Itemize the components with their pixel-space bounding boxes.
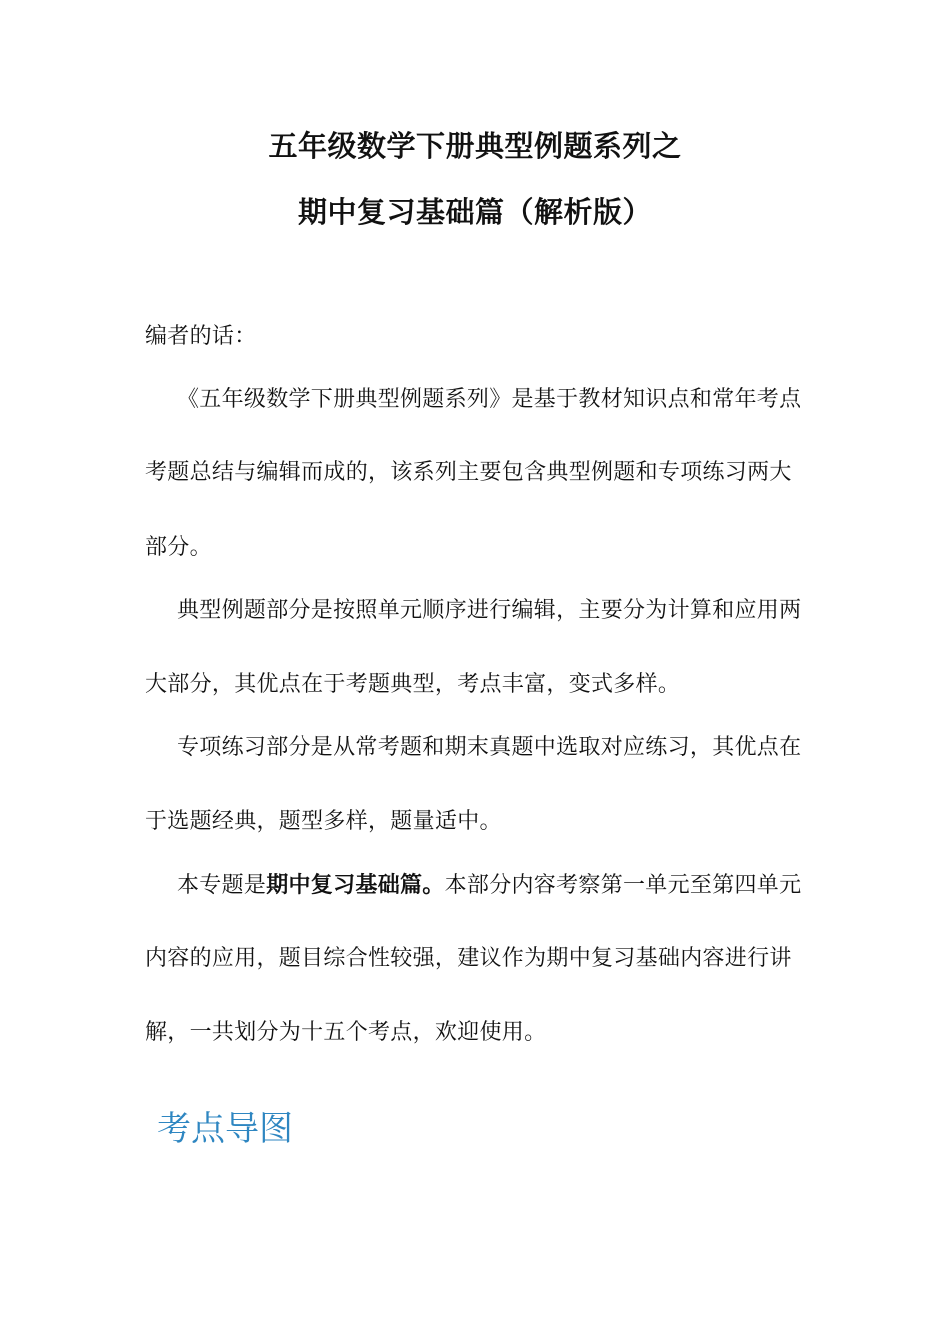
- para3-line2: 于选题经典，题型多样，题量适中。: [145, 809, 502, 834]
- editor-note-heading: 编者的话：: [145, 324, 257, 349]
- para2-line1: 典型例题部分是按照单元顺序进行编辑，主要分为计算和应用两: [177, 598, 802, 623]
- para2-line2: 大部分，其优点在于考题典型，考点丰富，变式多样。: [145, 672, 681, 697]
- document-title-line-2: 期中复习基础篇（解析版）: [297, 195, 652, 229]
- para3-line1: 专项练习部分是从常考题和期末真题中选取对应练习，其优点在: [177, 735, 802, 760]
- section-heading: 考点导图: [157, 1109, 293, 1149]
- para1-line2: 考题总结与编辑而成的，该系列主要包含典型例题和专项练习两大: [145, 460, 792, 485]
- para1-line1: 《五年级数学下册典型例题系列》是基于教材知识点和常年考点: [177, 387, 802, 412]
- para4-line1-prefix: 本专题是: [177, 873, 267, 898]
- para4-line2: 内容的应用，题目综合性较强，建议作为期中复习基础内容进行讲: [145, 946, 792, 971]
- para4-line1: [177, 871, 801, 901]
- para4-line1-suffix: 本部分内容考察第一单元至第四单元: [444, 873, 802, 898]
- document-title-line-1: 五年级数学下册典型例题系列之: [268, 129, 682, 163]
- para1-line3: 部分。: [145, 535, 212, 560]
- para4-line1-bold: 期中复习基础篇。: [266, 873, 445, 898]
- para4-line3: 解，一共划分为十五个考点，欢迎使用。: [145, 1020, 547, 1045]
